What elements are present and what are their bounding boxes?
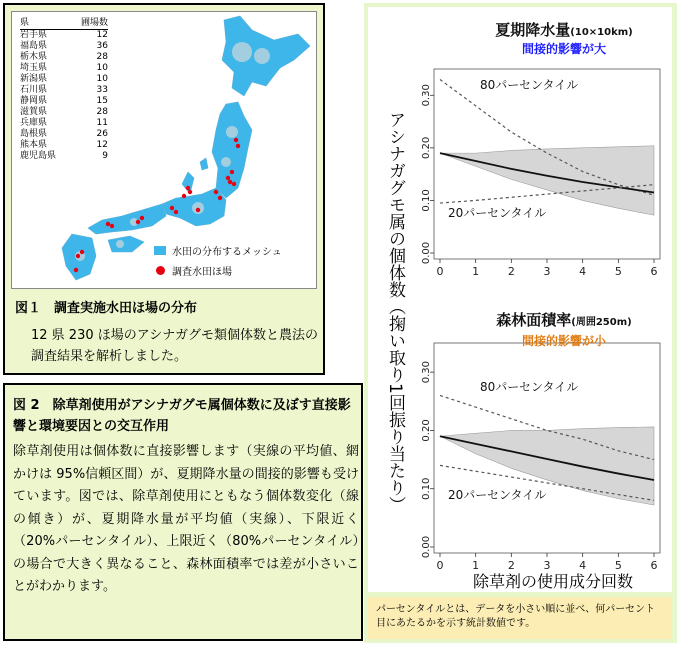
row-count: 11: [96, 118, 108, 128]
fig2-panel: [3, 383, 363, 641]
field-dot: [226, 176, 230, 180]
table-row: [20, 140, 108, 151]
series-annotation: 80パーセンタイル: [480, 380, 579, 394]
chart-panel: [364, 3, 677, 643]
row-count: 10: [96, 63, 108, 73]
note-box: パーセンタイルとは、データを小さい順に並べ、何パーセント目にあたるかを示す統計数値です。: [368, 597, 672, 639]
field-dot: [218, 196, 222, 200]
row-pref: 福島県: [20, 41, 48, 51]
row-count: 36: [96, 41, 108, 51]
row-count: 28: [96, 52, 108, 62]
row-count: 9: [102, 151, 108, 161]
legend-field-dot: [156, 266, 165, 275]
x-tick-label: 5: [614, 559, 622, 572]
field-dot: [80, 250, 84, 254]
y-tick-label: 0.00: [421, 241, 432, 265]
prefecture-table: [20, 18, 108, 162]
x-tick-label: 0: [436, 265, 444, 278]
header-count: 圃場数: [80, 18, 108, 28]
legend-field-label: 調査水田ほ場: [172, 266, 232, 278]
field-dot: [170, 206, 174, 210]
row-pref: 鹿児島県: [20, 151, 57, 161]
y-tick-label: 0.30: [421, 84, 432, 107]
map-region: [88, 204, 166, 234]
x-tick-label: 4: [579, 559, 587, 572]
x-tick-label: 0: [436, 559, 444, 572]
x-tick-label: 3: [543, 559, 551, 572]
chart-title-unit: (周囲250m): [571, 317, 632, 328]
x-tick-label: 5: [614, 265, 622, 278]
table-row: [20, 74, 108, 85]
field-dot: [196, 208, 200, 212]
table-row: [20, 107, 108, 118]
x-tick-label: 4: [579, 265, 587, 278]
fig2-body: 除草剤使用は個体数に直接影響します（実線の平均値、網かけは 95%信頼区間）が、夏期降水量の間接的影響も受けています。図では、除草剤使用にともなう個体数変化（線の傾き）が、夏期降水量が平均値（実線）、下限近く（20%パーセンタイル）、上限近く（80%パーセンタイル）の場合で大きく異なること、森林面積率では差が小さいことがわかります。: [13, 444, 359, 594]
chart-subtitle: 間接的影響が大: [521, 42, 607, 56]
charts-svg: [368, 7, 672, 592]
map-mountain: [232, 42, 252, 62]
field-dot: [140, 216, 144, 220]
map-region: [182, 172, 194, 194]
field-dot: [214, 190, 218, 194]
x-tick-label: 3: [543, 265, 551, 278]
row-count: 26: [96, 129, 108, 139]
row-count: 15: [96, 96, 108, 106]
table-row: [20, 129, 108, 140]
chart-subtitle: 間接的影響が小: [521, 334, 607, 348]
field-dot: [236, 144, 240, 148]
map-mountain: [254, 48, 270, 64]
field-dot: [232, 182, 236, 186]
field-dot: [110, 224, 114, 228]
field-dot: [186, 186, 190, 190]
y-axis-label: アシナガグモ属の個体数（掬い取り1回振り当たり）: [385, 111, 405, 513]
chart-title: [495, 21, 632, 39]
x-tick-label: 6: [650, 559, 658, 572]
row-count: 10: [96, 74, 108, 84]
legend-mesh-label: 水田の分布するメッシュ: [172, 246, 282, 258]
table-row: [20, 151, 108, 162]
y-tick-label: 0.10: [421, 477, 432, 500]
table-row: [20, 30, 108, 41]
y-tick-label: 0.00: [421, 535, 432, 559]
map-mountain: [226, 126, 238, 138]
x-tick-label: 2: [507, 559, 515, 572]
row-count: 33: [96, 85, 108, 95]
table-row: [20, 41, 108, 52]
row-pref: 兵庫県: [20, 118, 48, 128]
row-count: 12: [96, 30, 108, 40]
row-pref: 静岡県: [20, 96, 48, 106]
field-dot: [188, 190, 192, 194]
table-row: [20, 96, 108, 107]
table-row: [20, 52, 108, 63]
y-tick-label: 0.20: [421, 136, 432, 159]
fig1-caption: 12 県 230 ほ場のアシナガグモ類個体数と農法の調査結果を解析しました。: [31, 328, 318, 364]
row-count: 28: [96, 107, 108, 117]
map-mountain: [116, 240, 124, 248]
map-region: [108, 236, 144, 252]
field-dot: [136, 220, 140, 224]
series-annotation: 20パーセンタイル: [448, 206, 547, 220]
series-annotation: 20パーセンタイル: [448, 488, 547, 502]
row-pref: 熊本県: [20, 140, 48, 150]
x-tick-label: 1: [472, 559, 480, 572]
header-pref: 県: [20, 18, 30, 28]
chart-area: [368, 7, 672, 592]
field-dot: [230, 170, 234, 174]
fig1-title: 図１ 調査実施水田ほ場の分布: [15, 301, 198, 316]
table-row: [20, 63, 108, 74]
map-mountain: [221, 157, 231, 167]
table-row: [20, 118, 108, 129]
series-annotation: 80パーセンタイル: [480, 78, 579, 92]
legend-mesh-swatch: [154, 246, 166, 255]
chart-title-main: 森林面積率: [496, 311, 572, 329]
x-tick-label: 2: [507, 265, 515, 278]
map-region: [200, 158, 208, 170]
field-dot: [174, 210, 178, 214]
x-tick-label: 1: [472, 265, 480, 278]
field-dot: [74, 268, 78, 272]
legend-field: [154, 260, 282, 280]
field-dot: [234, 138, 238, 142]
row-pref: 栃木県: [20, 52, 48, 62]
field-dot: [76, 254, 80, 258]
confidence-band: [440, 146, 654, 215]
map-box: [11, 11, 317, 289]
chart-title-main: 夏期降水量: [495, 21, 571, 39]
row-pref: 島根県: [20, 129, 48, 139]
x-tick-label: 6: [650, 265, 658, 278]
chart-title-unit: (10×10km): [570, 27, 633, 38]
row-pref: 新潟県: [20, 74, 48, 84]
y-tick-label: 0.20: [421, 419, 432, 442]
field-dot: [228, 180, 232, 184]
field-dot: [106, 222, 110, 226]
row-pref: 岩手県: [20, 30, 48, 40]
row-pref: 埼玉県: [20, 63, 48, 73]
row-pref: 滋賀県: [20, 107, 48, 117]
x-axis-label: 除草剤の使用成分回数: [472, 572, 633, 591]
fig2-title: 図 2 除草剤使用がアシナガグモ属個体数に及ぼす直接影響と環境要因との交互作用: [13, 398, 351, 434]
map-legend: [154, 240, 282, 280]
fig1-panel: [3, 3, 325, 375]
field-dot: [182, 194, 186, 198]
chart-title: [496, 311, 631, 329]
table-header: [20, 18, 108, 30]
legend-mesh: [154, 240, 282, 260]
row-count: 12: [96, 140, 108, 150]
table-row: [20, 85, 108, 96]
row-pref: 石川県: [20, 85, 48, 95]
y-tick-label: 0.10: [421, 189, 432, 212]
y-tick-label: 0.30: [421, 361, 432, 384]
